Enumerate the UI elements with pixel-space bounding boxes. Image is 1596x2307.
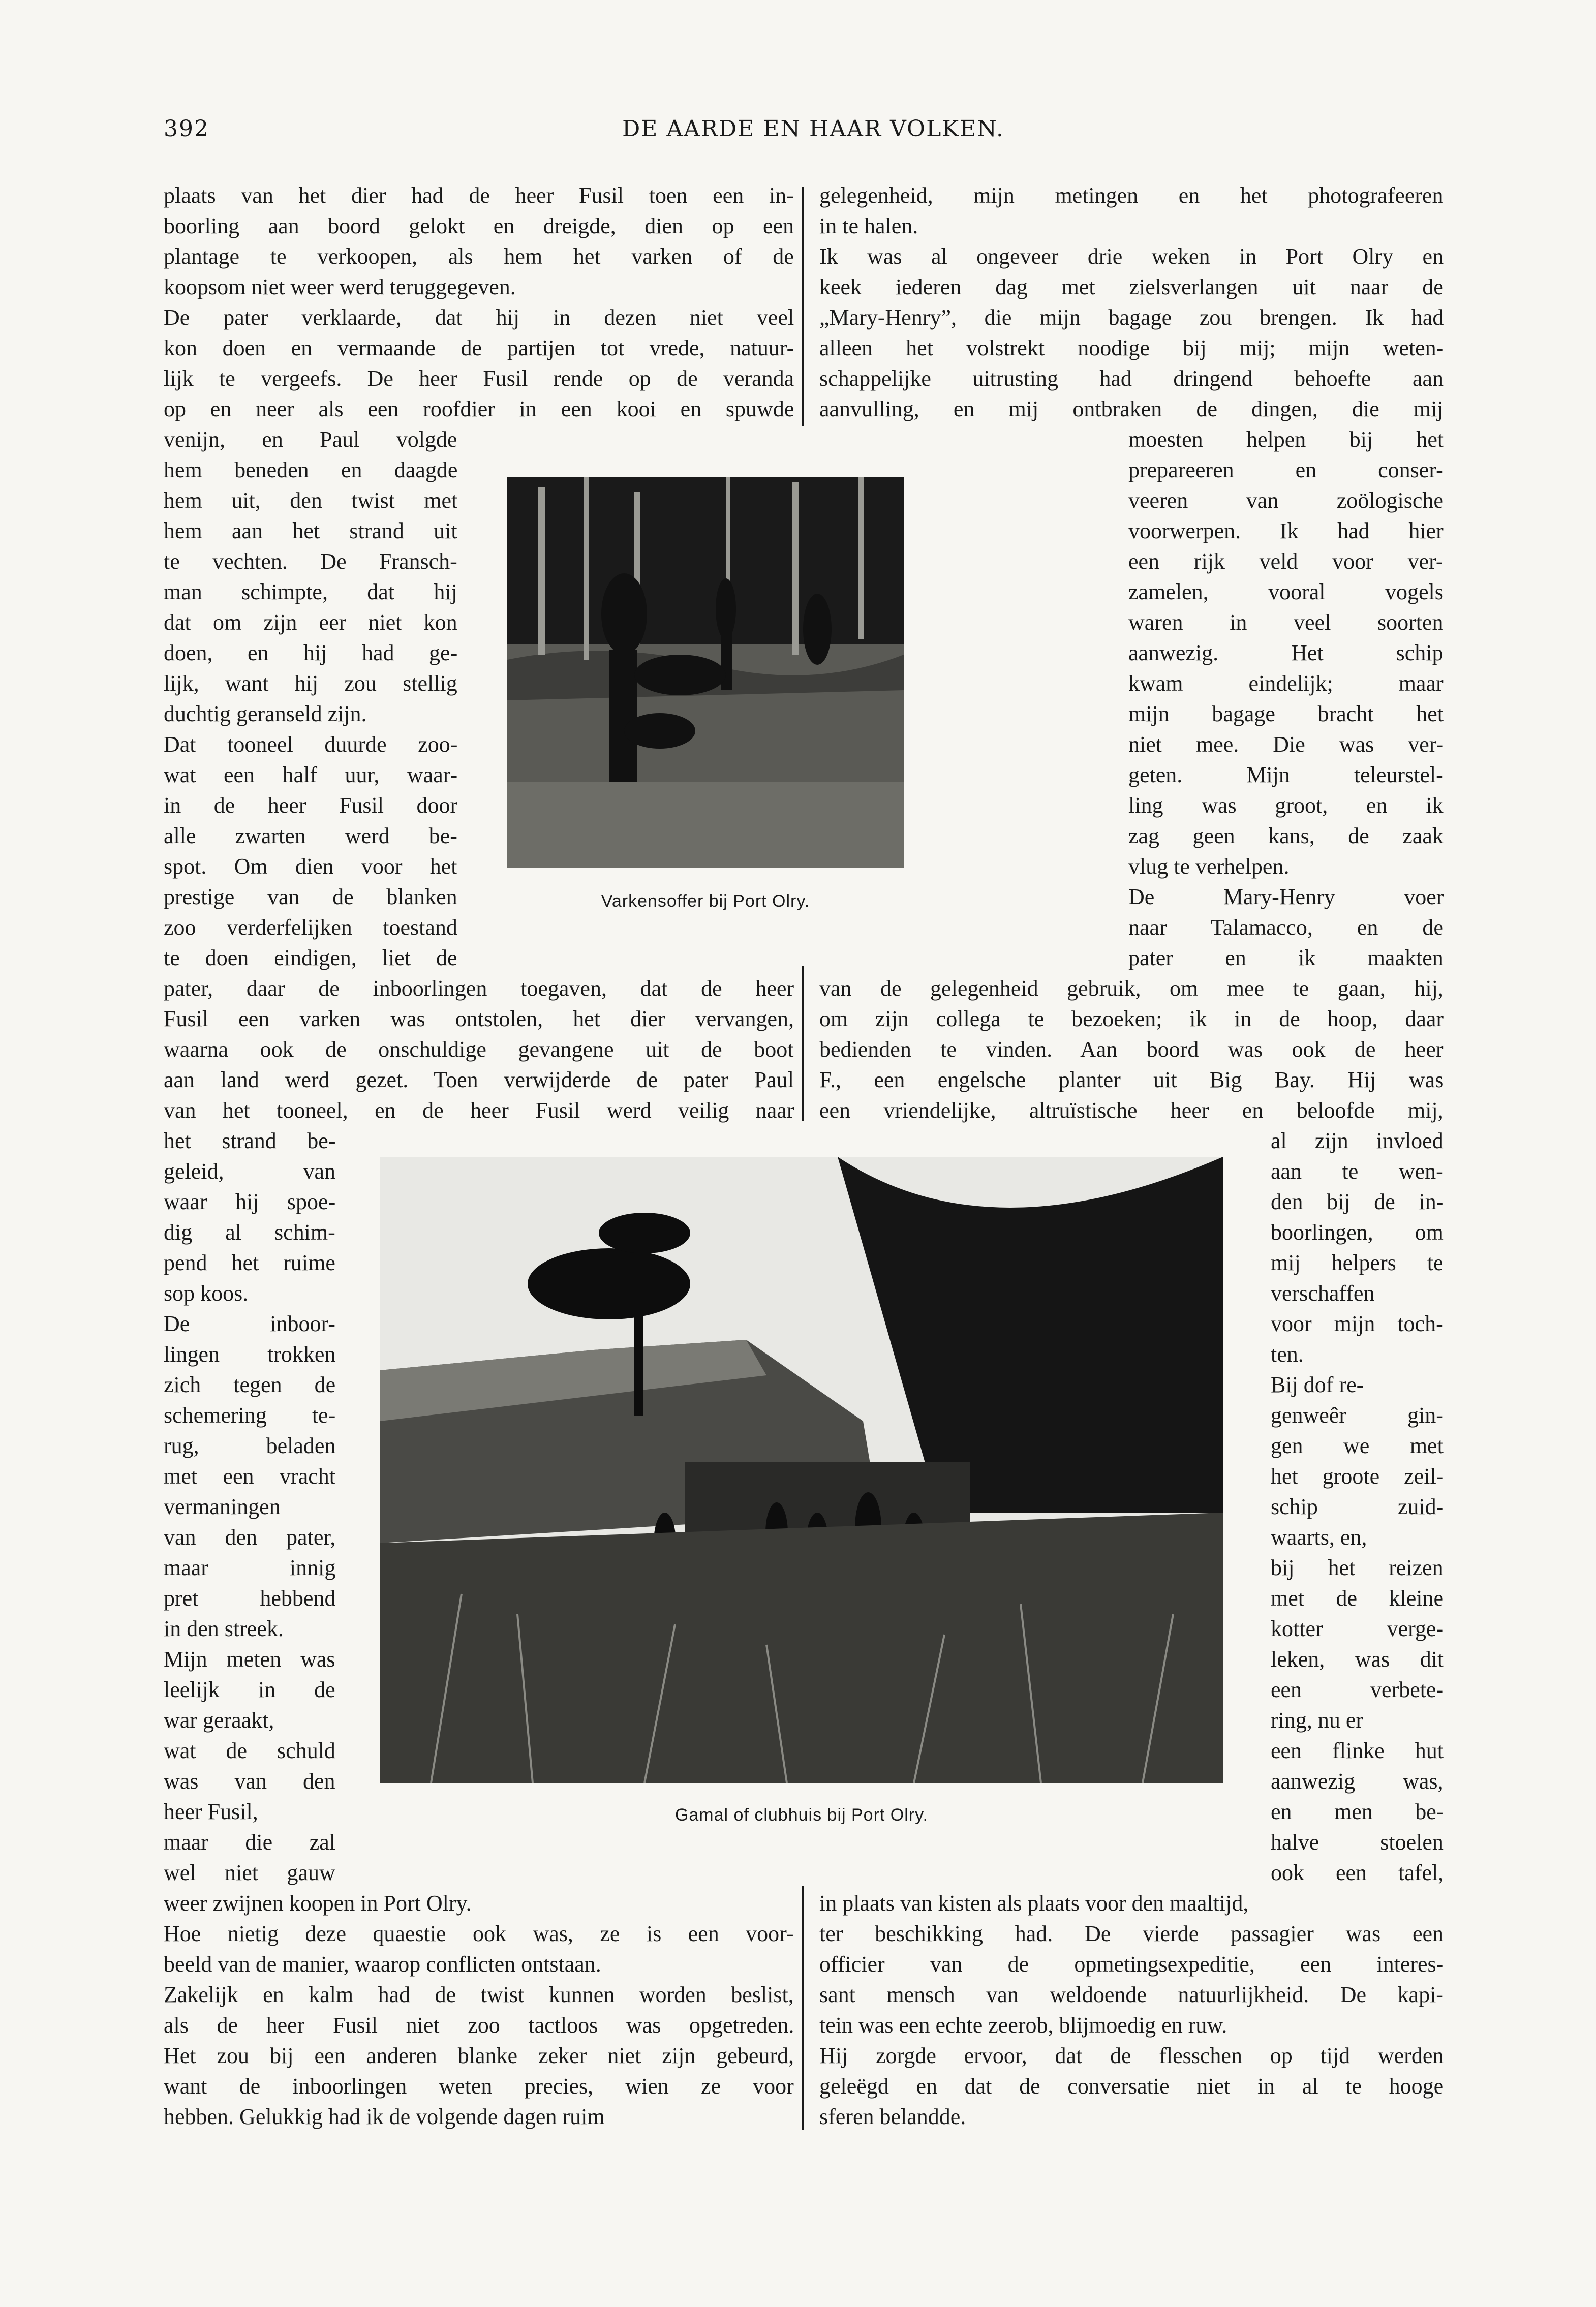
- right-column-line: boorlingen, om: [1271, 1220, 1444, 1245]
- right-column-line: verschaffen: [1271, 1281, 1375, 1306]
- left-column-line: Zakelijk en kalm had de twist kunnen worden beslist,: [164, 1982, 794, 2007]
- right-column-line: een vriendelijke, altruïstische heer en beloofde mij,: [819, 1098, 1444, 1123]
- left-column-line: geleid, van: [164, 1159, 336, 1184]
- left-column-line: maar innig: [164, 1555, 336, 1580]
- left-column-line: op en neer als een roofdier in een kooi en spuwde: [164, 396, 794, 421]
- right-column-line: „Mary-Henry”, die mijn bagage zou brengen. Ik had: [819, 305, 1444, 330]
- right-column-line: geleëgd en dat de conversatie niet in al te hooge: [819, 2074, 1444, 2099]
- right-column-line: Bij dof re-: [1271, 1372, 1364, 1397]
- left-column-line: prestige van de blanken: [164, 884, 457, 909]
- left-column-line: met een vracht: [164, 1464, 335, 1489]
- right-column-line: mijn bagage bracht het: [1128, 701, 1444, 726]
- right-column-line: veeren van zoölogische: [1128, 488, 1444, 513]
- left-column-line: hem uit, den twist met: [164, 488, 458, 513]
- figure-pig-sacrifice-photo: [507, 477, 904, 868]
- right-column-line: al zijn invloed: [1271, 1128, 1444, 1153]
- left-column-line: wat een half uur, waar-: [164, 762, 458, 787]
- right-column-line: vlug te verhelpen.: [1128, 854, 1290, 879]
- left-column-line: spot. Om dien voor het: [164, 854, 457, 879]
- left-column-line: sop koos.: [164, 1281, 249, 1306]
- left-column-line: waarna ook de onschuldige gevangene uit de boot: [164, 1037, 794, 1062]
- left-column-line: hebben. Gelukkig had ik de volgende dagen ruim: [164, 2104, 605, 2129]
- left-column-line: te doen eindigen, liet de: [164, 945, 457, 970]
- right-column-line: een flinke hut: [1271, 1738, 1444, 1763]
- right-column-line: waren in veel soorten: [1128, 610, 1444, 635]
- left-column-line: De pater verklaarde, dat hij in dezen niet veel: [164, 305, 794, 330]
- left-column-line: in de heer Fusil door: [164, 793, 458, 818]
- left-column-line: rug, beladen: [164, 1433, 336, 1458]
- right-column-line: in plaats van kisten als plaats voor den maaltijd,: [819, 1891, 1249, 1916]
- left-column-line: war geraakt,: [164, 1708, 274, 1733]
- left-column-line: maar die zal: [164, 1830, 335, 1855]
- right-column-line: pater en ik maakten: [1128, 945, 1444, 970]
- right-column-line: kotter verge-: [1271, 1616, 1444, 1641]
- right-column-line: Ik was al ongeveer drie weken in Port Olry en: [819, 244, 1444, 269]
- left-column-line: was van den: [164, 1769, 335, 1794]
- left-column-line: vermaningen: [164, 1494, 281, 1519]
- right-column-line: halve stoelen: [1271, 1830, 1444, 1855]
- right-column-line: voor mijn toch-: [1271, 1311, 1444, 1336]
- right-column-line: De Mary-Henry voer: [1128, 884, 1444, 909]
- right-column-line: alleen het volstrekt noodige bij mij; mijn weten-: [819, 335, 1444, 360]
- left-column-line: zich tegen de: [164, 1372, 336, 1397]
- left-column-line: wat de schuld: [164, 1738, 335, 1763]
- left-column-line: koopsom niet weer werd teruggegeven.: [164, 274, 516, 299]
- right-column-line: Hij zorgde ervoor, dat de flesschen op tijd werden: [819, 2043, 1444, 2068]
- right-column-line: kwam eindelijk; maar: [1128, 671, 1444, 696]
- left-column-line: alle zwarten werd be-: [164, 823, 457, 848]
- right-column-line: voorwerpen. Ik had hier: [1128, 518, 1444, 543]
- left-column-line: wel niet gauw: [164, 1860, 335, 1885]
- left-column-line: heer Fusil,: [164, 1799, 258, 1824]
- right-column-line: gelegenheid, mijn metingen en het photografeeren: [819, 183, 1444, 208]
- left-column-line: pend het ruime: [164, 1250, 335, 1275]
- left-column-line: lijk te vergeefs. De heer Fusil rende op de veranda: [164, 366, 794, 391]
- right-column-line: waarts, en,: [1271, 1525, 1367, 1550]
- running-title: DE AARDE EN HAAR VOLKEN.: [622, 116, 1005, 142]
- left-column-line: man schimpte, dat hij: [164, 579, 457, 604]
- left-column-line: Fusil een varken was ontstolen, het dier vervangen,: [164, 1006, 794, 1031]
- right-column-line: den bij de in-: [1271, 1189, 1444, 1214]
- left-column-line: boorling aan boord gelokt en dreigde, dien op een: [164, 213, 794, 238]
- right-column-line: aanvulling, en mij ontbraken de dingen, die mij: [819, 396, 1444, 421]
- right-column-line: bedienden te vinden. Aan boord was ook de heer: [819, 1037, 1444, 1062]
- right-column-line: bij het reizen: [1271, 1555, 1444, 1580]
- left-column-line: weer zwijnen koopen in Port Olry.: [164, 1891, 472, 1916]
- left-column-line: plaats van het dier had de heer Fusil toen een in-: [164, 183, 794, 208]
- right-column-line: keek iederen dag met zielsverlangen uit naar de: [819, 274, 1444, 299]
- figure-2-caption: Gamal of clubhuis bij Port Olry.: [674, 1805, 929, 1825]
- left-column-line: dig al schim-: [164, 1220, 335, 1245]
- right-column-line: ling was groot, en ik: [1128, 793, 1444, 818]
- figure-clubhouse-photo: [380, 1157, 1223, 1783]
- right-column-line: tein was een echte zeerob, blijmoedig en ruw.: [819, 2013, 1227, 2038]
- left-column-line: hem aan het strand uit: [164, 518, 457, 543]
- left-column-line: van den pater,: [164, 1525, 336, 1550]
- left-column-line: het strand be-: [164, 1128, 336, 1153]
- right-column-line: leken, was dit: [1271, 1647, 1444, 1672]
- left-column-line: duchtig geranseld zijn.: [164, 701, 367, 726]
- left-column-line: in den streek.: [164, 1616, 284, 1641]
- left-column-line: schemering te-: [164, 1403, 336, 1428]
- left-column-line: te vechten. De Fransch-: [164, 549, 457, 574]
- left-column-line: lingen trokken: [164, 1342, 336, 1367]
- right-column-line: in te halen.: [819, 213, 918, 238]
- left-column-line: leelijk in de: [164, 1677, 335, 1702]
- left-column-line: Mijn meten was: [164, 1647, 335, 1672]
- left-column-line: van het tooneel, en de heer Fusil werd veilig naar: [164, 1098, 794, 1123]
- left-column-line: Het zou bij een anderen blanke zeker niet zijn gebeurd,: [164, 2043, 794, 2068]
- right-column-line: sferen belandde.: [819, 2104, 966, 2129]
- figure-1-caption: Varkensoffer bij Port Olry.: [601, 891, 810, 911]
- left-column-line: plantage te verkoopen, als hem het varken of de: [164, 244, 794, 269]
- right-column-line: mij helpers te: [1271, 1250, 1444, 1275]
- left-column-line: pret hebbend: [164, 1586, 336, 1611]
- right-column-line: sant mensch van weldoende natuurlijkheid. De kapi-: [819, 1982, 1444, 2007]
- left-column-line: pater, daar de inboorlingen toegaven, dat de heer: [164, 976, 794, 1001]
- right-column-line: naar Talamacco, en de: [1128, 915, 1444, 940]
- right-column-line: zag geen kans, de zaak: [1128, 823, 1444, 848]
- right-column-line: genweêr gin-: [1271, 1403, 1444, 1428]
- right-column-line: van de gelegenheid gebruik, om mee te gaan, hij,: [819, 976, 1444, 1001]
- left-column-line: aan land werd gezet. Toen verwijderde de pater Paul: [164, 1067, 794, 1092]
- column-rule-middle: [802, 966, 804, 1121]
- right-column-line: ook een tafel,: [1271, 1860, 1444, 1885]
- left-column-line: Hoe nietig deze quaestie ook was, ze is een voor-: [164, 1921, 794, 1946]
- right-column-line: aanwezig was,: [1271, 1769, 1444, 1794]
- right-column-line: aan te wen-: [1271, 1159, 1444, 1184]
- left-column-line: lijk, want hij zou stellig: [164, 671, 457, 696]
- right-column-line: schappelijke uitrusting had dringend behoefte aan: [819, 366, 1444, 391]
- right-column-line: prepareeren en conser-: [1128, 457, 1444, 482]
- column-rule-top: [802, 187, 804, 426]
- left-column-line: De inboor-: [164, 1311, 335, 1336]
- left-column-line: beeld van de manier, waarop conflicten ontstaan.: [164, 1952, 601, 1977]
- left-column-line: als de heer Fusil niet zoo tactloos was opgetreden.: [164, 2013, 794, 2038]
- right-column-line: geten. Mijn teleurstel-: [1128, 762, 1444, 787]
- right-column-line: ten.: [1271, 1342, 1304, 1367]
- right-column-line: een verbete-: [1271, 1677, 1444, 1702]
- left-column-line: want de inboorlingen weten precies, wien ze voor: [164, 2074, 794, 2099]
- right-column-line: zamelen, vooral vogels: [1128, 579, 1444, 604]
- right-column-line: moesten helpen bij het: [1128, 427, 1444, 452]
- left-column-line: dat om zijn eer niet kon: [164, 610, 457, 635]
- right-column-line: ring, nu er: [1271, 1708, 1364, 1733]
- right-column-line: en men be-: [1271, 1799, 1444, 1824]
- right-column-line: F., een engelsche planter uit Big Bay. Hij was: [819, 1067, 1444, 1092]
- right-column-line: met de kleine: [1271, 1586, 1444, 1611]
- right-column-line: het groote zeil-: [1271, 1464, 1444, 1489]
- column-rule-bottom: [802, 1886, 804, 2130]
- left-column-line: venijn, en Paul volgde: [164, 427, 457, 452]
- right-column-line: een rijk veld voor ver-: [1128, 549, 1444, 574]
- right-column-line: ter beschikking had. De vierde passagier was een: [819, 1921, 1444, 1946]
- left-column-line: zoo verderfelijken toestand: [164, 915, 457, 940]
- left-column-line: Dat tooneel duurde zoo-: [164, 732, 458, 757]
- left-column-line: kon doen en vermaande de partijen tot vrede, natuur-: [164, 335, 794, 360]
- right-column-line: aanwezig. Het schip: [1128, 640, 1444, 665]
- right-column-line: schip zuid-: [1271, 1494, 1444, 1519]
- right-column-line: om zijn collega te bezoeken; ik in de hoop, daar: [819, 1006, 1444, 1031]
- right-column-line: gen we met: [1271, 1433, 1444, 1458]
- page-number: 392: [164, 116, 209, 142]
- right-column-line: niet mee. Die was ver-: [1128, 732, 1444, 757]
- left-column-line: waar hij spoe-: [164, 1189, 336, 1214]
- left-column-line: doen, en hij had ge-: [164, 640, 458, 665]
- left-column-line: hem beneden en daagde: [164, 457, 458, 482]
- right-column-line: officier van de opmetingsexpeditie, een interes-: [819, 1952, 1444, 1977]
